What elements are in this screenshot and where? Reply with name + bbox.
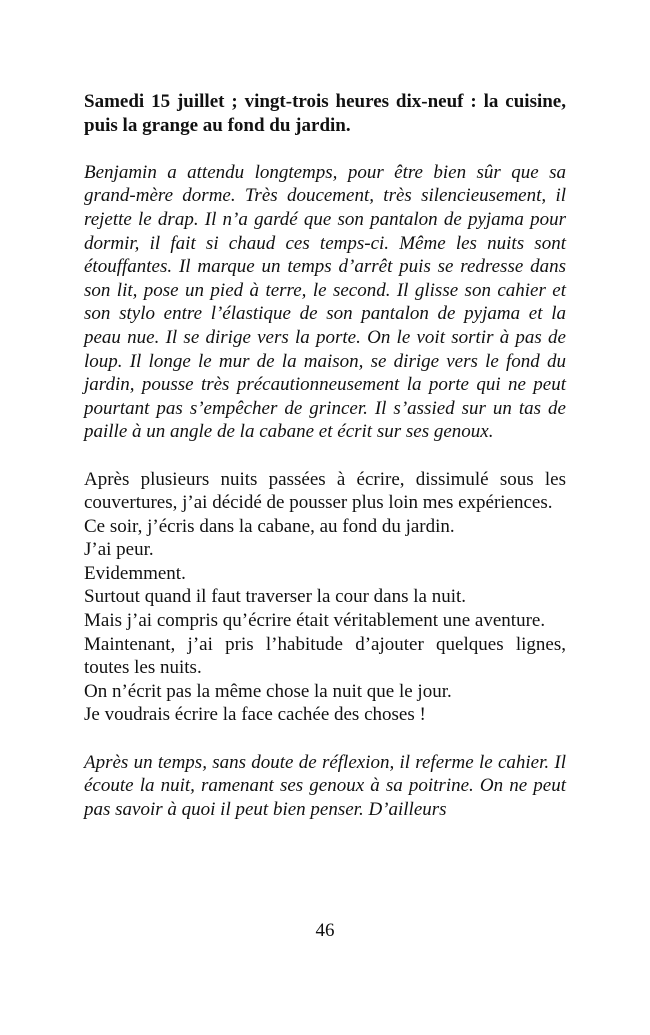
journal-line: Ce soir, j’écris dans la cabane, au fond du jardin. xyxy=(84,515,455,537)
scene-heading: Samedi 15 juillet ; vingt-trois heures dix-neuf : la cuisine, puis la grange au fond du jardin. xyxy=(84,91,566,136)
journal-line: On n’écrit pas la même chose la nuit que le jour. xyxy=(84,680,452,702)
spacer xyxy=(84,727,566,751)
spacer xyxy=(84,137,566,161)
spacer xyxy=(84,444,566,468)
journal-line: Mais j’ai compris qu’écrire était véritablement une aventure. xyxy=(84,610,546,632)
page-number: 46 xyxy=(315,920,335,941)
journal-line: J’ai peur. xyxy=(84,539,154,561)
page-content xyxy=(84,90,566,821)
journal-line: Evidemment. xyxy=(84,562,186,584)
journal-entry xyxy=(84,468,566,728)
stage-direction-paragraph-2: Après un temps, sans doute de réflexion, il referme le cahier. Il écoute la nuit, ramenant ses genoux à sa poitrine. On ne peut pas savoir à quoi il peut bien penser. D’ailleurs xyxy=(84,751,566,820)
journal-line: Après plusieurs nuits passées à écrire, dissimulé sous les couvertures, j’ai décidé de pousser plus loin mes expériences. xyxy=(84,468,566,514)
journal-line: Surtout quand il faut traverser la cour dans la nuit. xyxy=(84,586,467,608)
journal-line: Je voudrais écrire la face cachée des choses ! xyxy=(84,704,426,726)
stage-direction-paragraph-1: Benjamin a attendu longtemps, pour être bien sûr que sa grand-mère dorme. Très doucement, très silencieusement, il rejette le drap. Il n’a gardé que son pantalon de pyjama pour dormir, il fait si chaud ces temps-ci. Même les nuits sont étouffantes. Il marque un temps d’arrêt puis se redresse dans son lit, pose un pied à terre, le second. Il glisse son cahier et son stylo entre l’élastique de son pantalon de pyjama et la peau nue. Il se dirige vers la porte. On le voit sortir à pas de loup. Il longe le mur de la maison, se dirige vers le fond du jardin, pousse très précautionneusement la porte qui ne peut pourtant pas s’empêcher de grincer. Il s’assied sur un tas de paille à un angle de la cabane et écrit sur ses genoux. xyxy=(84,161,566,443)
journal-line: Maintenant, j’ai pris l’habitude d’ajouter quelques lignes, toutes les nuits. xyxy=(84,633,566,679)
